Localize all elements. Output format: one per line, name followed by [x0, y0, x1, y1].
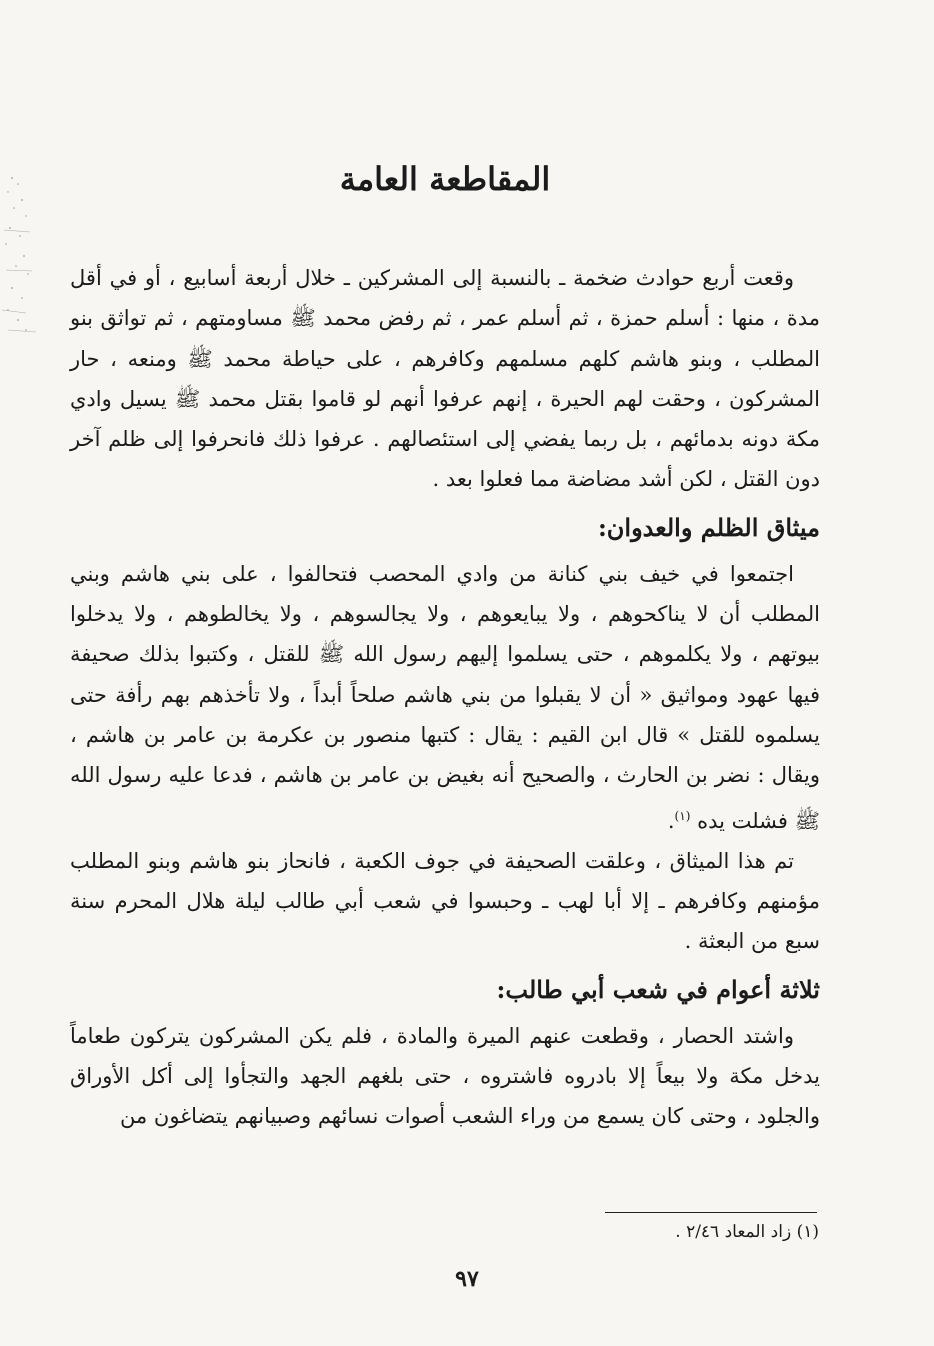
page-body — [70, 150, 820, 1137]
intro-paragraph: وقعت أربع حوادث ضخمة ـ بالنسبة إلى المشركين ـ خلال أربعة أسابيع ، أو في أقل مدة ، منها : أسلم حمزة ، ثم أسلم عمر ، ثم رفض محمد ﷺ مساومتهم ، ثم تواثق بنو المطلب ، وبنو هاشم كلهم مسلمهم وكافرهم ، على حياطة محمد ﷺ ومنعه ، حار المشركون ، وحقت لهم الحيرة ، إنهم عرفوا أنهم لو قاموا بقتل محمد ﷺ يسيل وادي مكة دونه بدمائهم ، بل ربما يفضي إلى استئصالهم . عرفوا ذلك فانحرفوا إلى ظلم آخر دون القتل ، لكن أشد مضاضة مما فعلوا بعد . — [70, 266, 820, 492]
covenant-paragraph-1-end: . — [667, 808, 675, 833]
three-years-paragraph-1: واشتد الحصار ، وقطعت عنهم الميرة والمادة ، فلم يكن المشركون يتركون طعاماً يدخل مكة ولا بيعاً إلا بادروه فاشتروه ، حتى بلغهم الجهد والتجأوا إلى أكل الأوراق والجلود ، وحتى كان يسمع من وراء الشعب أصوات نسائهم وصبيانهم يتضاغون من — [70, 1023, 820, 1129]
section-heading-three-years: ثلاثة أعوام في شعب أبي طالب: — [496, 974, 820, 1004]
covenant-paragraph-2: تم هذا الميثاق ، وعلقت الصحيفة في جوف الكعبة ، فانحاز بنو هاشم وبنو المطلب مؤمنهم وكافرهم ـ إلا أبا لهب ـ وحبسوا في شعب أبي طالب ليلة هلال المحرم سنة سبع من البعثة . — [70, 848, 820, 954]
margin-scan-specks — [0, 170, 40, 350]
footnote: (١) زاد المعاد ٢/٤٦ . — [675, 1222, 819, 1242]
page-number: ٩٧ — [455, 1266, 479, 1292]
footnote-divider — [605, 1212, 817, 1213]
page-title: المقاطعة العامة — [339, 160, 551, 198]
covenant-paragraph-1 — [70, 554, 820, 841]
covenant-paragraph-1-text: اجتمعوا في خيف بني كنانة من وادي المحصب فتحالفوا ، على بني هاشم وبني المطلب أن لا يناكحوهم ، ولا يبايعوهم ، ولا يجالسوهم ، ولا يخالطوهم ، ولا يدخلوا بيوتهم ، ولا يكلموهم ، حتى يسلموا إليهم رسول الله ﷺ للقتل ، وكتبوا بذلك صحيفة فيها عهود ومواثيق « أن لا يقبلوا من بني هاشم صلحاً أبداً ، ولا تأخذهم بهم رأفة حتى يسلموه للقتل » قال ابن القيم : يقال : كتبها منصور بن عكرمة بن عامر بن هاشم ، ويقال : نضر بن الحارث ، والصحيح أنه بغيض بن عامر بن هاشم ، فدعا عليه رسول الله ﷺ فشلت يده — [70, 561, 820, 833]
footnote-reference: (١) — [674, 808, 691, 823]
section-heading-covenant: ميثاق الظلم والعدوان: — [597, 512, 820, 542]
